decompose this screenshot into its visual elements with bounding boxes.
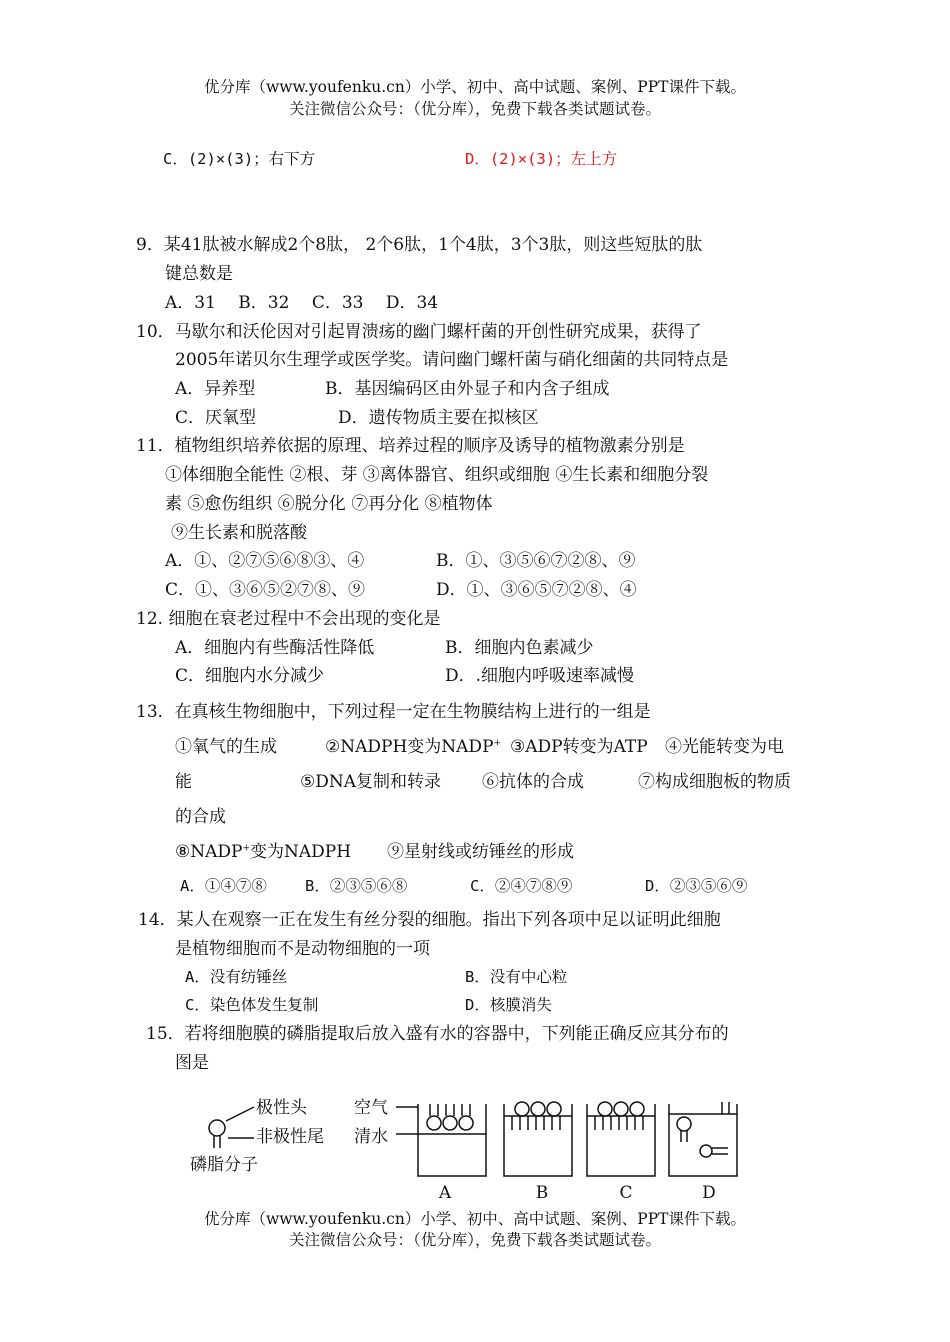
q13-item-1: ①氧气的生成 — [175, 737, 277, 757]
container-b — [504, 1102, 572, 1176]
q8-option-d-answer: D．(2)×(3)；左上方 — [465, 150, 618, 168]
q13-option-b: B．②③⑤⑥⑧ — [305, 877, 408, 895]
q14-option-b: B．没有中心粒 — [465, 968, 568, 986]
polar-head-pointer — [226, 1107, 254, 1121]
q10-option-d: D．遗传物质主要在拟核区 — [338, 408, 539, 428]
q14-stem-line-2: 是植物细胞而不是动物细胞的一项 — [175, 939, 430, 959]
container-c — [587, 1102, 655, 1176]
q11-option-c: C．①、③⑥⑤②⑦⑧、⑨ — [165, 580, 366, 600]
q11-option-a: A．①、②⑦⑤⑥⑧③、④ — [165, 551, 365, 571]
q13-item-4: ④光能转变为电 — [665, 737, 784, 757]
q12-option-c: C．细胞内水分减少 — [175, 666, 325, 686]
q13-item-6: ⑥抗体的合成 — [482, 772, 584, 792]
molecule-label: 磷脂分子 — [190, 1155, 258, 1175]
figure-label-b: B — [535, 1183, 549, 1203]
q8-option-c: C．(2)×(3)；右下方 — [163, 150, 316, 168]
q14-option-a: A．没有纺锤丝 — [185, 968, 288, 986]
q11-stem-line-3: 素 ⑤愈伤组织 ⑥脱分化 ⑦再分化 ⑧植物体 — [165, 494, 493, 514]
q10-option-b: B．基因编码区由外显子和内含子组成 — [325, 379, 610, 399]
q14-option-c: C．染色体发生复制 — [185, 996, 319, 1014]
q10-option-c: C．厌氧型 — [175, 408, 257, 428]
footer-line-2: 关注微信公众号：（优分库），免费下载各类试题试卷。 — [288, 1231, 661, 1249]
polar-head-label: 极性头 — [256, 1098, 307, 1118]
q11-option-b: B．①、③⑤⑥⑦②⑧、⑨ — [436, 551, 636, 571]
q13-item-9: ⑨星射线或纺锤丝的形成 — [387, 842, 574, 862]
q13-item-7-cont: 的合成 — [175, 807, 226, 827]
figure-label-a: A — [438, 1183, 452, 1203]
q12-stem: 12. 细胞在衰老过程中不会出现的变化是 — [136, 609, 441, 629]
q13-option-c: C．②④⑦⑧⑨ — [470, 877, 573, 895]
q14-stem-line-1: 14．某人在观察一正在发生有丝分裂的细胞。指出下列各项中足以证明此细胞 — [138, 910, 721, 930]
q15-stem-line-1: 15．若将细胞膜的磷脂提取后放入盛有水的容器中，下列能正确反应其分布的 — [146, 1024, 729, 1044]
water-label: 清水 — [354, 1127, 388, 1147]
header-line-1: 优分库（www.youfenku.cn）小学、初中、高中试题、案例、PPT课件下载。 — [203, 78, 747, 96]
q13-item-8: ⑧NADP+变为NADPH — [175, 842, 352, 862]
figure-label-d: D — [702, 1183, 716, 1203]
footer-line-1: 优分库（www.youfenku.cn）小学、初中、高中试题、案例、PPT课件下载。 — [203, 1210, 747, 1228]
q10-option-a: A．异养型 — [175, 379, 256, 399]
container-d — [669, 1102, 737, 1176]
container-a — [418, 1104, 486, 1176]
q13-item-3: ③ADP转变为ATP — [510, 737, 648, 757]
q11-stem-line-2: ①体细胞全能性 ②根、芽 ③离体器官、组织或细胞 ④生长素和细胞分裂 — [165, 465, 709, 485]
header-line-2: 关注微信公众号：（优分库），免费下载各类试题试卷。 — [288, 100, 661, 118]
nonpolar-tail-label: 非极性尾 — [256, 1127, 324, 1147]
phospholipid-molecule-icon — [209, 1120, 225, 1148]
q11-stem-line-4: ⑨生长素和脱落酸 — [171, 523, 307, 543]
q12-option-b: B．细胞内色素减少 — [445, 638, 594, 658]
q13-option-a: A．①④⑦⑧ — [180, 877, 267, 895]
q9-stem-line-2: 键总数是 — [165, 264, 233, 284]
q13-stem: 13．在真核生物细胞中，下列过程一定在生物膜结构上进行的一组是 — [136, 702, 651, 722]
q12-option-a: A．细胞内有些酶活性降低 — [175, 638, 375, 658]
q13-item-4-cont: 能 — [175, 772, 192, 792]
q13-item-5: ⑤DNA复制和转录 — [300, 772, 442, 792]
q14-option-d: D．核膜消失 — [465, 996, 552, 1014]
q11-stem-line-1: 11．植物组织培养依据的原理、培养过程的顺序及诱导的植物激素分别是 — [136, 436, 685, 456]
q11-option-d: D．①、③⑥⑤⑦②⑧、④ — [436, 580, 637, 600]
q12-option-d: D．.细胞内呼吸速率减慢 — [445, 666, 635, 686]
q15-stem-line-2: 图是 — [175, 1053, 209, 1073]
q10-stem-line-2: 2005年诺贝尔生理学或医学奖。请问幽门螺杆菌与硝化细菌的共同特点是 — [175, 350, 729, 370]
q9-stem-line-1: 9．某41肽被水解成2个8肽， 2个6肽，1个4肽，3个3肽，则这些短肽的肽 — [136, 235, 703, 255]
q10-stem-line-1: 10．马歇尔和沃伦因对引起胃溃疡的幽门螺杆菌的开创性研究成果，获得了 — [136, 322, 702, 342]
q13-item-2: ②NADPH变为NADP+ — [325, 737, 502, 757]
q9-options: A．31 B．32 C．33 D．34 — [165, 293, 439, 313]
q13-option-d: D．②③⑤⑥⑨ — [645, 877, 748, 895]
q13-item-7: ⑦构成细胞板的物质 — [638, 772, 791, 792]
air-label: 空气 — [354, 1098, 388, 1118]
figure-label-c: C — [619, 1183, 633, 1203]
